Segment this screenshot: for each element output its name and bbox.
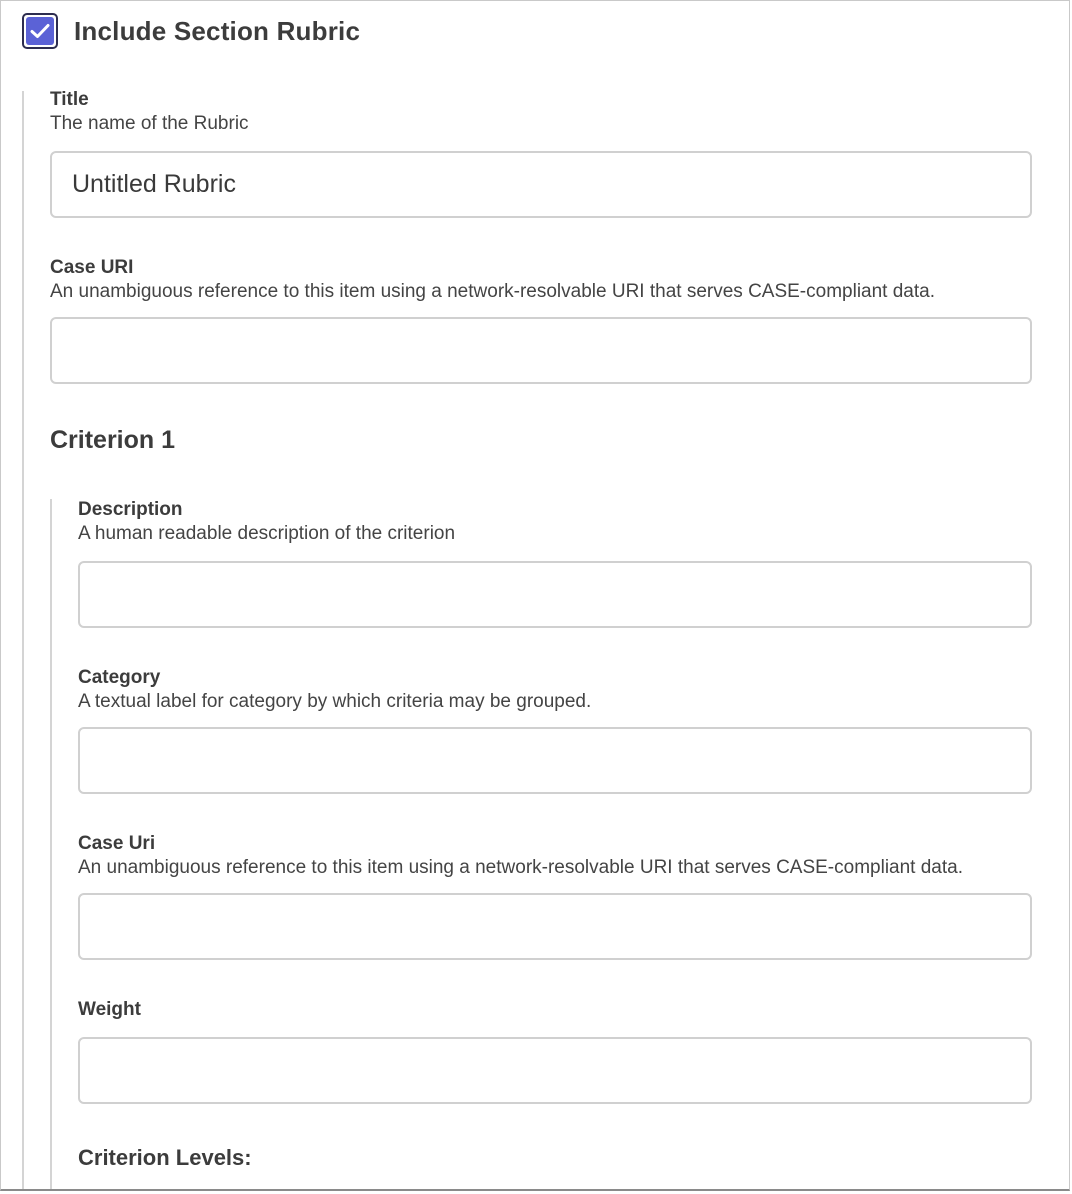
criterion-category-help: A textual label for category by which criteria may be grouped. xyxy=(78,691,592,712)
title-input[interactable] xyxy=(50,151,1032,218)
criterion-case-uri-label: Case Uri xyxy=(78,833,156,854)
criterion-description-field-group xyxy=(78,498,455,546)
criterion-case-uri-field-group xyxy=(78,832,963,880)
case-uri-input[interactable] xyxy=(50,317,1032,384)
criterion-indent-rule xyxy=(50,499,52,1191)
criterion-case-uri-input[interactable] xyxy=(78,893,1032,960)
include-rubric-toggle[interactable] xyxy=(22,13,360,49)
checkmark-icon xyxy=(30,23,50,39)
criterion-category-label: Category xyxy=(78,667,161,688)
criterion-category-field-group xyxy=(78,666,591,714)
include-rubric-label: Include Section Rubric xyxy=(74,15,361,46)
case-uri-field-group xyxy=(50,256,935,304)
criterion-category-input[interactable] xyxy=(78,727,1032,794)
criterion-description-label: Description xyxy=(78,499,183,520)
include-rubric-checkbox[interactable] xyxy=(22,13,58,49)
title-field-group xyxy=(50,88,249,136)
case-uri-label: Case URI xyxy=(50,257,134,278)
title-description: The name of the Rubric xyxy=(50,113,249,134)
criterion-description-help: A human readable description of the criterion xyxy=(78,523,456,544)
checkbox-checked-fill xyxy=(26,17,54,45)
case-uri-description: An unambiguous reference to this item using a network-resolvable URI that serves CASE-compliant data. xyxy=(50,281,935,302)
section-indent-rule xyxy=(22,91,24,1191)
criterion-weight-field-group xyxy=(78,998,141,1022)
criterion-levels-heading: Criterion Levels: xyxy=(78,1145,252,1170)
criterion-description-input[interactable] xyxy=(78,561,1032,628)
criterion-weight-input[interactable] xyxy=(78,1037,1032,1104)
criterion-weight-label: Weight xyxy=(78,999,141,1020)
title-label: Title xyxy=(50,89,89,110)
criterion-case-uri-help: An unambiguous reference to this item using a network-resolvable URI that serves CASE-compliant data. xyxy=(78,857,963,878)
criterion-heading: Criterion 1 xyxy=(50,426,176,454)
